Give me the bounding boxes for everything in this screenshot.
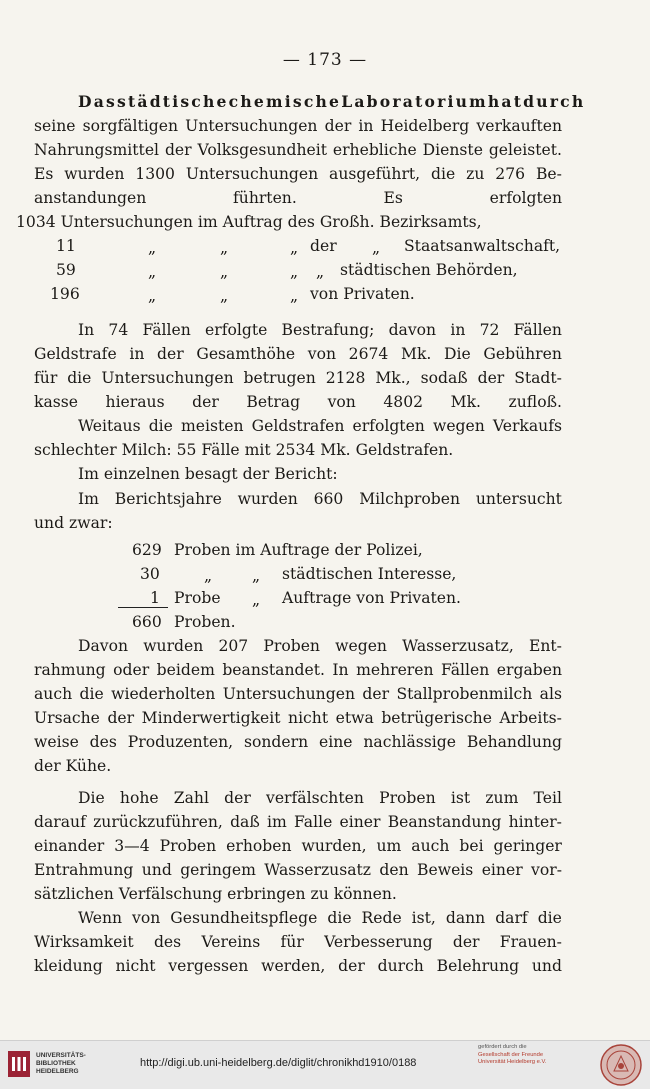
word: der: [164, 141, 192, 159]
text-line: [34, 834, 562, 858]
text-line: [34, 114, 562, 138]
word: der: [107, 709, 135, 727]
word: 72: [479, 321, 500, 339]
word: Berichtsjahre: [114, 490, 222, 508]
word: beidem: [156, 661, 215, 679]
word: zu: [466, 165, 485, 183]
word: Wasserzusatz,: [402, 637, 514, 655]
table-cell: 30: [140, 565, 160, 583]
text-line: [34, 390, 562, 414]
word: Behandlung: [466, 733, 562, 751]
word: darauf: [34, 813, 86, 831]
word: daß: [230, 813, 260, 831]
word: Beanstandung: [387, 813, 502, 831]
table-cell: Probe: [174, 589, 221, 607]
word: meisten: [181, 417, 244, 435]
library-name-line: BIBLIOTHEK: [36, 1060, 76, 1067]
word: davon: [388, 321, 437, 339]
word: einer: [339, 813, 381, 831]
word: zurückzuführen,: [93, 813, 223, 831]
word: oder: [113, 661, 150, 679]
word: von: [132, 909, 161, 927]
word: weise: [34, 733, 79, 751]
word: Fällen: [441, 661, 490, 679]
word: Stadt-: [514, 369, 562, 387]
word: durch: [377, 957, 424, 975]
word: verkauften: [476, 117, 562, 135]
table-cell: „: [252, 567, 261, 585]
word: der: [452, 933, 480, 951]
word: 1300: [135, 165, 175, 183]
word: Minderwertigkeit: [141, 709, 281, 727]
word: Ursache: [34, 709, 100, 727]
word: Vereins: [201, 933, 261, 951]
text-line: [34, 658, 562, 682]
word: Bestrafung;: [281, 321, 375, 339]
word: mehreren: [356, 661, 434, 679]
sponsor-line: gefördert durch die: [478, 1044, 527, 1050]
word: Gesundheitspflege: [170, 909, 318, 927]
word: 4802: [383, 393, 424, 411]
word: der: [338, 957, 365, 975]
word: Untersuchungen: [185, 165, 319, 183]
word: Untersuchungen: [101, 369, 234, 387]
table-cell: 629: [132, 541, 162, 559]
word: zufloß.: [508, 393, 562, 411]
table-cell: „: [220, 239, 229, 257]
word: als: [539, 685, 562, 703]
word: Rede: [361, 909, 402, 927]
word: und: [531, 957, 562, 975]
word: ausgeführt,: [329, 165, 421, 183]
word: geleistet.: [488, 141, 562, 159]
word: Die: [444, 345, 471, 363]
word: Arbeits-: [499, 709, 562, 727]
word: Milchproben: [359, 490, 460, 508]
library-name-line: UNIVERSITÄTS-: [36, 1052, 86, 1059]
word: untersucht: [475, 490, 562, 508]
table-cell: „: [148, 263, 157, 281]
word: wegen: [335, 637, 387, 655]
word: etwa: [335, 709, 374, 727]
text-line: [34, 342, 562, 366]
table-cell: „: [220, 287, 229, 305]
library-name: [36, 1052, 96, 1076]
library-logo-icon: [8, 1051, 30, 1077]
word: geringer: [493, 837, 562, 855]
word: die: [327, 909, 352, 927]
table-cell: „: [290, 239, 299, 257]
word: Stallprobenmilch: [396, 685, 533, 703]
word: Entrahmung: [34, 861, 134, 879]
word: nicht: [288, 709, 329, 727]
word: die: [67, 369, 92, 387]
word: kleidung: [34, 957, 103, 975]
word: Belehrung: [436, 957, 520, 975]
word: chemische: [228, 92, 342, 111]
table-cell: städtischen Interesse,: [282, 565, 457, 583]
word: wegen: [432, 417, 485, 435]
word: hat: [487, 92, 524, 111]
word: In: [332, 661, 349, 679]
word: nachlässige: [363, 733, 456, 751]
table-cell: 196: [50, 285, 80, 303]
table-cell: „: [204, 567, 213, 585]
word: Gesamthöhe: [196, 345, 296, 363]
word: ergaben: [496, 661, 562, 679]
word: Proben: [263, 637, 320, 655]
word: Proben: [159, 837, 217, 855]
table-cell: Auftrage von Privaten.: [282, 589, 461, 607]
word: Fällen: [513, 321, 562, 339]
word: Heidelberg: [380, 117, 470, 135]
word: städtische: [117, 92, 229, 111]
word: der: [324, 117, 352, 135]
word: wurden: [237, 490, 298, 508]
word: vor-: [531, 861, 562, 879]
footer-bar: [0, 1040, 650, 1089]
word: beanstandet.: [222, 661, 325, 679]
word: Davon: [78, 637, 129, 655]
word: erfolgten: [489, 189, 562, 207]
word: Es: [34, 165, 54, 183]
word: erhoben: [226, 837, 292, 855]
word: die: [431, 165, 456, 183]
word: die: [148, 417, 173, 435]
text-line: [34, 930, 562, 954]
word: einander: [34, 837, 105, 855]
word: Falle: [294, 813, 333, 831]
sponsor-text: [478, 1044, 598, 1067]
table-cell: „: [372, 239, 381, 257]
text-line: [78, 318, 562, 342]
word: Fällen: [142, 321, 191, 339]
word: rahmung: [34, 661, 106, 679]
word: auch: [34, 685, 73, 703]
word: einer: [481, 861, 523, 879]
text-line: und zwar:: [34, 514, 113, 532]
word: sondern: [243, 733, 309, 751]
word: Laboratorium: [341, 92, 488, 111]
word: zum: [485, 789, 519, 807]
word: 3—4: [114, 837, 150, 855]
word: 660: [313, 490, 344, 508]
table-cell: von Privaten.: [310, 285, 415, 303]
word: 2674: [348, 345, 389, 363]
word: wurden,: [301, 837, 367, 855]
table-cell: städtischen Behörden,: [340, 261, 518, 279]
word: erfolgte: [205, 321, 268, 339]
permalink-url[interactable]: http://digi.ub.uni-heidelberg.de/diglit/chronikhd1910/0188: [140, 1057, 417, 1069]
text-line: [78, 90, 586, 114]
word: wurden: [64, 165, 125, 183]
text-line: [34, 162, 562, 186]
word: Be-: [535, 165, 562, 183]
word: in: [129, 345, 145, 363]
word: Ent-: [528, 637, 562, 655]
word: des: [153, 933, 182, 951]
word: der: [224, 789, 251, 807]
word: anstandungen: [34, 189, 147, 207]
table-cell: „: [290, 263, 299, 281]
table-cell: 1034 Untersuchungen im Auftrag des Großh. Bezirksamts,: [16, 213, 482, 231]
word: Betrag: [246, 393, 301, 411]
table-cell: „: [220, 263, 229, 281]
word: der: [477, 369, 505, 387]
word: Nahrungsmittel: [34, 141, 160, 159]
word: um: [376, 837, 402, 855]
text-line: [34, 858, 562, 882]
text-line: [34, 366, 562, 390]
word: Weitaus: [78, 417, 141, 435]
table-cell: „: [252, 591, 261, 609]
text-line: [78, 414, 562, 438]
text-line: [78, 906, 562, 930]
text-line: [34, 730, 562, 754]
word: Dienste: [422, 141, 483, 159]
text-line: schlechter Milch: 55 Fälle mit 2534 Mk. Geldstrafen.: [34, 441, 454, 459]
word: hinter-: [508, 813, 562, 831]
word: betrugen: [243, 369, 316, 387]
word: Mk.: [450, 393, 481, 411]
table-cell: Proben.: [174, 613, 236, 631]
word: Das: [78, 92, 118, 111]
word: Untersuchungen: [185, 117, 318, 135]
word: Mk.: [401, 345, 432, 363]
word: die: [537, 909, 562, 927]
word: Proben: [379, 789, 436, 807]
word: Wasserzusatz: [264, 861, 371, 879]
word: Die: [78, 789, 105, 807]
word: für: [34, 369, 58, 387]
sponsor-line: Universität Heidelberg e.V.: [478, 1059, 547, 1065]
word: werden,: [261, 957, 326, 975]
word: in: [450, 321, 466, 339]
sponsor-line: Gesellschaft der Freunde: [478, 1051, 544, 1058]
table-cell: „: [148, 239, 157, 257]
word: 207: [218, 637, 249, 655]
table-cell: 660: [132, 613, 162, 631]
word: 74: [108, 321, 129, 339]
word: Geldstrafen: [251, 417, 345, 435]
word: 2128: [325, 369, 366, 387]
text-line: [34, 954, 562, 978]
sum-rule: [118, 607, 168, 608]
table-cell: „: [148, 287, 157, 305]
word: Zahl: [173, 789, 209, 807]
word: Untersuchungen: [222, 685, 355, 703]
table-cell: 11: [56, 237, 76, 255]
word: Es: [383, 189, 403, 207]
text-line: sätzlichen Verfälschung erbringen zu können.: [34, 885, 397, 903]
text-line: Im einzelnen besagt der Bericht:: [78, 465, 338, 483]
text-line: [34, 186, 562, 210]
word: Produzenten,: [127, 733, 234, 751]
word: verfälschten: [266, 789, 364, 807]
word: sodaß: [420, 369, 468, 387]
text-line: [78, 786, 562, 810]
word: dann: [445, 909, 486, 927]
word: darf: [495, 909, 528, 927]
word: ist: [450, 789, 471, 807]
word: wurden: [143, 637, 204, 655]
word: seine: [34, 117, 76, 135]
word: geringem: [180, 861, 256, 879]
word: im: [267, 813, 287, 831]
table-cell: „: [316, 263, 325, 281]
word: hohe: [119, 789, 159, 807]
word: Im: [78, 490, 99, 508]
word: und: [141, 861, 172, 879]
text-line: [34, 706, 562, 730]
text-line: der Kühe.: [34, 757, 112, 775]
word: erfolgten: [352, 417, 425, 435]
word: Gebühren: [483, 345, 562, 363]
word: Wirksamkeit: [34, 933, 134, 951]
word: der: [192, 393, 219, 411]
word: Verbesserung: [324, 933, 433, 951]
word: von: [327, 393, 356, 411]
word: wiederholten: [111, 685, 216, 703]
table-cell: 59: [56, 261, 76, 279]
word: für: [280, 933, 304, 951]
table-cell: der: [310, 237, 337, 255]
word: die: [79, 685, 104, 703]
page-number: — 173 —: [282, 50, 368, 70]
word: vergessen: [168, 957, 249, 975]
table-cell: Staatsanwaltschaft,: [404, 237, 561, 255]
text-line: [78, 487, 562, 511]
word: bei: [459, 837, 484, 855]
word: sorgfältigen: [82, 117, 179, 135]
word: des: [89, 733, 117, 751]
word: Geldstrafe: [34, 345, 117, 363]
word: Teil: [533, 789, 562, 807]
word: kasse: [34, 393, 78, 411]
word: führten.: [233, 189, 297, 207]
word: von: [307, 345, 337, 363]
word: Wenn: [78, 909, 123, 927]
table-cell: 1: [150, 589, 160, 607]
word: hieraus: [105, 393, 165, 411]
word: durch: [523, 92, 586, 111]
word: in: [358, 117, 374, 135]
word: Beweis: [417, 861, 474, 879]
library-name-line: HEIDELBERG: [36, 1068, 79, 1075]
word: Volksgesundheit: [197, 141, 327, 159]
university-seal-icon: [600, 1044, 642, 1086]
word: betrügerische: [381, 709, 492, 727]
word: der: [157, 345, 184, 363]
text-line: [34, 138, 562, 162]
word: nicht: [115, 957, 156, 975]
word: Verkaufs: [492, 417, 562, 435]
word: Mk.,: [375, 369, 411, 387]
word: In: [78, 321, 95, 339]
text-line: [78, 634, 562, 658]
text-line: [34, 682, 562, 706]
word: Frauen-: [499, 933, 562, 951]
word: 276: [495, 165, 526, 183]
word: eine: [319, 733, 353, 751]
word: den: [379, 861, 409, 879]
word: erhebliche: [332, 141, 417, 159]
text-line: [34, 810, 562, 834]
word: der: [362, 685, 390, 703]
word: ist,: [411, 909, 436, 927]
word: auch: [411, 837, 450, 855]
table-cell: „: [290, 287, 299, 305]
table-cell: Proben im Auftrage der Polizei,: [174, 541, 423, 559]
